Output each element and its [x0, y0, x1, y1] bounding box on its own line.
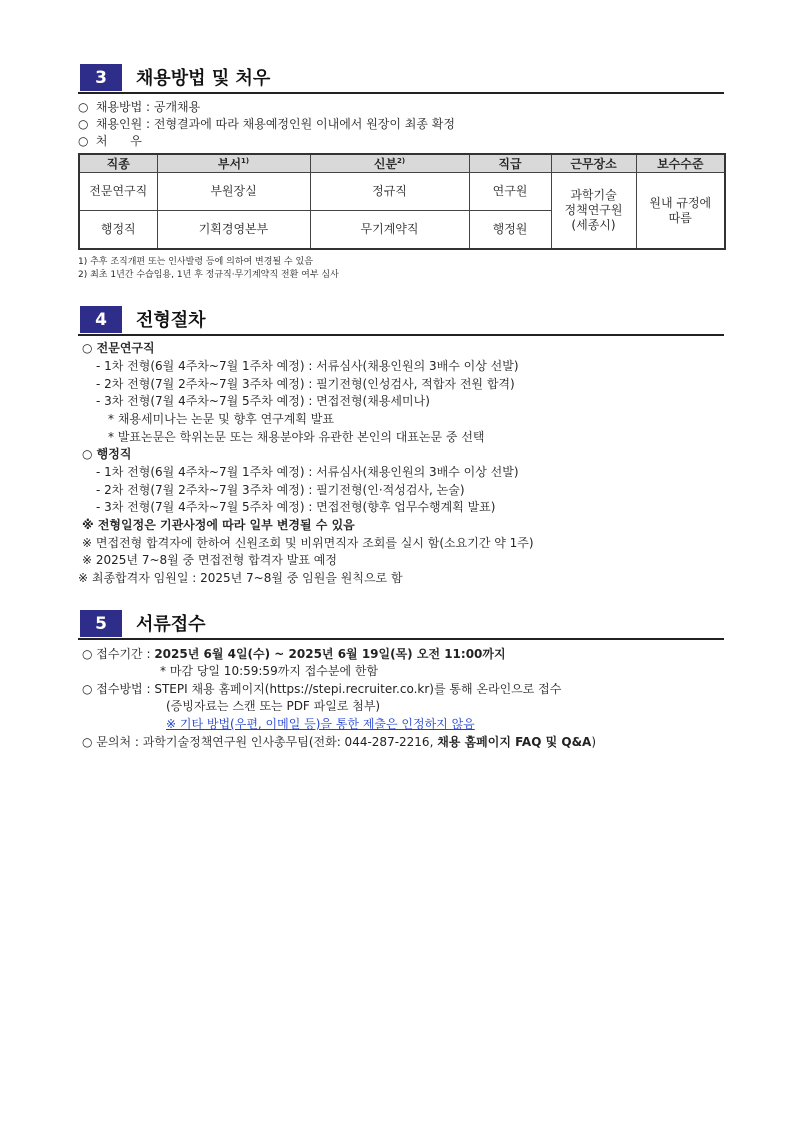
section-3-header [78, 62, 724, 94]
section-title: 서류접수 [136, 614, 206, 635]
table-cell: 행정직 [79, 211, 157, 250]
list-item: - 2차 전형(7월 2주차~7월 3주차 예정) : 필기전형(인·적성검사, 논술) [96, 483, 465, 497]
header-cell: 부서$^{1)}$ [157, 154, 310, 173]
table-row [79, 173, 725, 211]
period-note: * 마감 당일 10:59:59까지 접수분에 한함 [160, 664, 379, 678]
section-title: 전형절차 [136, 310, 206, 331]
header-cell: 보수수준 [636, 154, 725, 173]
recruit-count-line: ○ 채용인원 : 전형결과에 따라 채용예정인원 이내에서 원장이 최종 확정 [78, 117, 455, 131]
section-number: 3 [80, 64, 122, 91]
list-item: - 3차 전형(7월 4주차~7월 5주차 예정) : 면접전형(채용세미나) [96, 394, 430, 408]
section-title: 채용방법 및 처우 [136, 68, 271, 89]
admin-heading: ○ 행정직 [82, 447, 132, 461]
faq-link-text: 채용 홈페이지 FAQ 및 Q&A [437, 735, 592, 749]
header-cell: 신분$^{2)}$ [310, 154, 469, 173]
period-line: ○ 접수기간 : 2025년 6월 4일(수) ~ 2025년 6월 19일(목) 오전 11:00까지 [82, 647, 506, 661]
recruit-method-line: ○ 채용방법 : 공개채용 [78, 100, 201, 114]
header-cell: 직종 [79, 154, 157, 173]
list-item: - 3차 전형(7월 4주차~7월 5주차 예정) : 면접전형(향후 업무수행계획 발표) [96, 500, 496, 514]
table-cell: 정규직 [310, 173, 469, 211]
list-item: * 채용세미나는 논문 및 향후 연구계획 발표 [108, 412, 334, 426]
table-cell: 행정원 [469, 211, 551, 250]
table-cell: 연구원 [469, 173, 551, 211]
section-number: 4 [80, 306, 122, 333]
header-cell: 근무장소 [551, 154, 636, 173]
list-item: - 1차 전형(6월 4주차~7월 1주차 예정) : 서류심사(채용인원의 3배수 이상 선발) [96, 465, 519, 479]
contact-line: ○ 문의처 : 과학기술정책연구원 인사총무팀(전화: 044-287-2216, 채용 홈페이지 FAQ 및 Q&A) [82, 735, 597, 749]
salary-cell: 원내 규정에 따름 [636, 173, 725, 250]
method-warning: ※ 기타 방법(우편, 이메일 등)을 통한 제출은 인정하지 않음 [166, 717, 475, 731]
table-cell: 무기계약직 [310, 211, 469, 250]
schedule-note: ※ 전형일정은 기관사정에 따라 일부 변경될 수 있음 [82, 518, 355, 532]
method-sub: (증빙자료는 스캔 또는 PDF 파일로 첨부) [166, 699, 381, 713]
list-item: - 1차 전형(6월 4주차~7월 1주차 예정) : 서류심사(채용인원의 3배수 이상 선발) [96, 359, 519, 373]
section-number: 5 [80, 610, 122, 637]
schedule-note: ※ 2025년 7~8월 중 면접전형 합격자 발표 예정 [82, 553, 337, 567]
footnote-2: 2) 최초 1년간 수습임용, 1년 후 정규직·무기계약직 전환 여부 심사 [78, 270, 339, 280]
research-heading: ○ 전문연구직 [82, 341, 155, 355]
section-5-header [78, 608, 724, 640]
treatment-line: ○ 처 우 [78, 134, 142, 148]
table-cell: 전문연구직 [79, 173, 157, 211]
job-table [78, 153, 726, 250]
table-cell: 기획경영본부 [157, 211, 310, 250]
footnote-1: 1) 추후 조직개편 또는 인사발령 등에 의하여 변경될 수 있음 [78, 257, 313, 267]
period-value: 2025년 6월 4일(수) ~ 2025년 6월 19일(목) 오전 11:00까지 [154, 647, 506, 661]
work-place-cell: 과학기술 정책연구원 (세종시) [551, 173, 636, 250]
table-cell: 부원장실 [157, 173, 310, 211]
method-line: ○ 접수방법 : STEPI 채용 홈페이지(https://stepi.recruiter.co.kr)를 통해 온라인으로 접수 [82, 682, 562, 696]
schedule-note: ※ 면접전형 합격자에 한하여 신원조회 및 비위면직자 조회를 실시 함(소요기간 약 1주) [82, 536, 534, 550]
schedule-note: ※ 최종합격자 임원일 : 2025년 7~8월 중 임원을 원칙으로 함 [78, 571, 403, 585]
section-4-header [78, 304, 724, 336]
table-header-row [79, 154, 725, 173]
list-item: - 2차 전형(7월 2주차~7월 3주차 예정) : 필기전형(인성검사, 적합자 전원 합격) [96, 377, 515, 391]
list-item: * 발표논문은 학위논문 또는 채용분야와 유관한 본인의 대표논문 중 선택 [108, 430, 485, 444]
header-cell: 직급 [469, 154, 551, 173]
